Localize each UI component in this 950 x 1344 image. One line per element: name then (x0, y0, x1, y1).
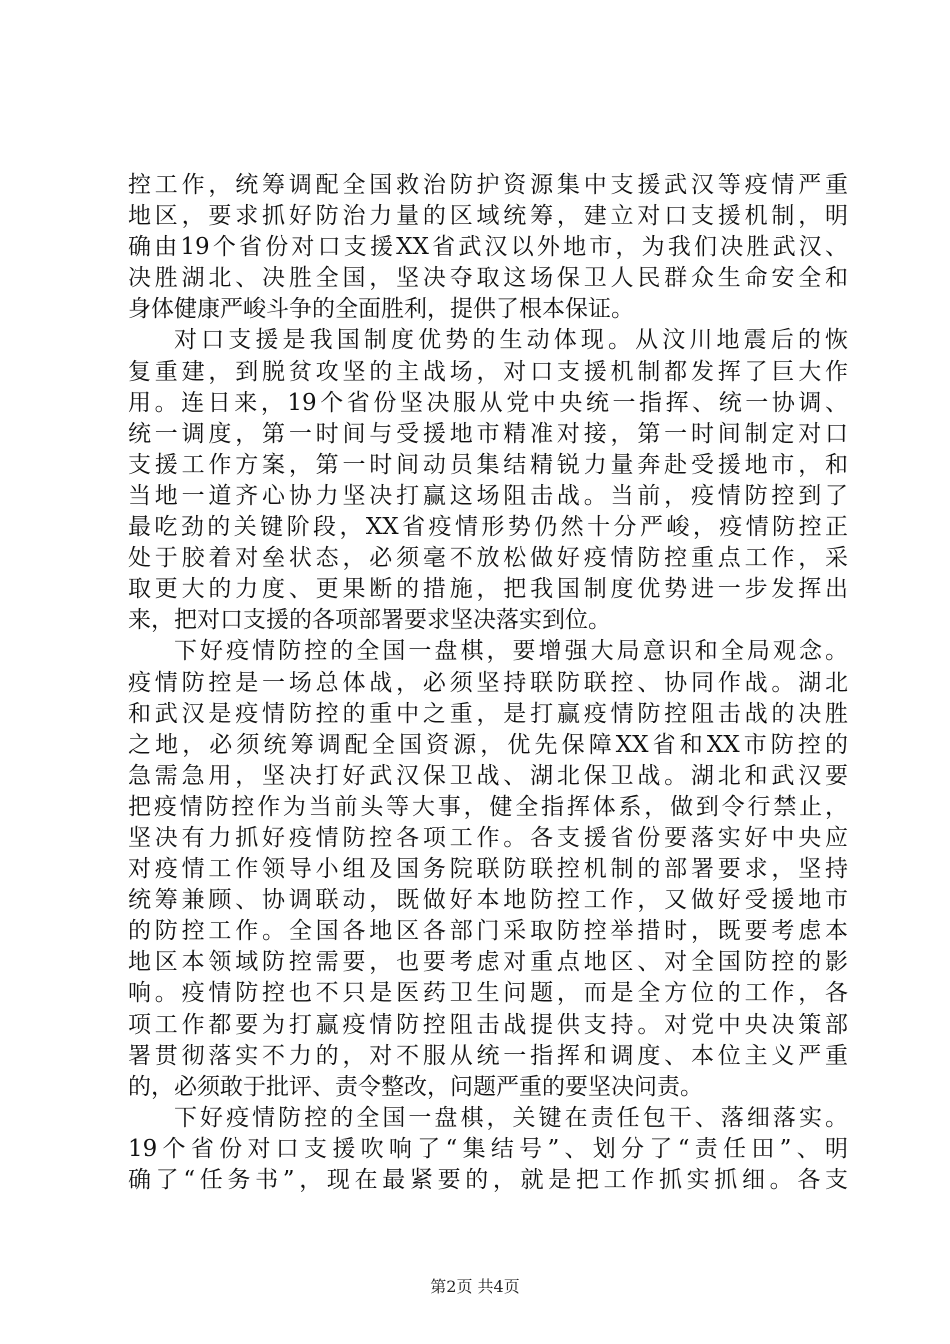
text-line: 的防控工作。全国各地区各部门采取防控举措时，既要考虑本 (128, 918, 848, 945)
text-line: 项工作都要为打赢疫情防控阻击战提供支持。对党中央决策部 (128, 1011, 848, 1038)
text-line: 响。疫情防控也不只是医药卫生问题，而是全方位的工作，各 (128, 980, 848, 1007)
text-line: 支援工作方案，第一时间动员集结精锐力量奔赴受援地市，和 (128, 451, 848, 478)
page-number-footer: 第2页 共4页 (430, 1277, 520, 1296)
text-line: 和武汉是疫情防控的重中之重，是打赢疫情防控阻击战的决胜 (128, 700, 848, 727)
text-line: 地区，要求抓好防治力量的区域统筹，建立对口支援机制，明 (128, 203, 848, 230)
paragraph-first-line: 对口支援是我国制度优势的生动体现。从汶川地震后的恢 (174, 327, 848, 354)
text-line: 19个省份对口支援吹响了“集结号”、划分了“责任田”、明 (128, 1135, 848, 1162)
text-line: 坚决有力抓好疫情防控各项工作。各支援省份要落实好中央应 (128, 824, 848, 851)
text-line: 最吃劲的关键阶段，XX省疫情形势仍然十分严峻，疫情防控正 (128, 514, 848, 541)
text-line: 处于胶着对垒状态，必须毫不放松做好疫情防控重点工作，采 (128, 545, 848, 572)
text-line: 疫情防控是一场总体战，必须坚持联防联控、协同作战。湖北 (128, 669, 848, 696)
text-line: 统筹兼顾、协调联动，既做好本地防控工作，又做好受援地市 (128, 887, 848, 914)
text-line: 地区本领域防控需要，也要考虑对重点地区、对全国防控的影 (128, 949, 848, 976)
text-line: 来，把对口支援的各项部署要求坚决落实到位。 (128, 607, 611, 634)
body-text (128, 170, 848, 1196)
text-line: 用。连日来，19个省份坚决服从党中央统一指挥、统一协调、 (128, 389, 848, 416)
text-line: 确由19个省份对口支援XX省武汉以外地市，为我们决胜武汉、 (128, 234, 848, 261)
text-line: 对疫情工作领导小组及国务院联防联控机制的部署要求，坚持 (128, 856, 848, 883)
text-line: 取更大的力度、更果断的措施，把我国制度优势进一步发挥出 (128, 576, 848, 603)
text-line: 统一调度，第一时间与受援地市精准对接，第一时间制定对口 (128, 420, 848, 447)
text-line: 急需急用，坚决打好武汉保卫战、湖北保卫战。湖北和武汉要 (128, 762, 848, 789)
text-line: 当地一道齐心协力坚决打赢这场阻击战。当前，疫情防控到了 (128, 482, 848, 509)
text-line: 之地，必须统筹调配全国资源，优先保障XX省和XX市防控的 (128, 731, 848, 758)
text-line: 署贯彻落实不力的，对不服从统一指挥和调度、本位主义严重 (128, 1042, 848, 1069)
text-line: 把疫情防控作为当前头等大事，健全指挥体系，做到令行禁止， (128, 793, 848, 820)
text-line: 控工作，统筹调配全国救治防护资源集中支援武汉等疫情严重 (128, 172, 848, 198)
text-line: 决胜湖北、决胜全国，坚决夺取这场保卫人民群众生命安全和 (128, 265, 848, 292)
paragraph-first-line: 下好疫情防控的全国一盘棋，关键在责任包干、落细落实。 (174, 1104, 848, 1131)
text-line: 身体健康严峻斗争的全面胜利，提供了根本保证。 (128, 296, 634, 323)
paragraph-first-line: 下好疫情防控的全国一盘棋，要增强大局意识和全局观念。 (174, 638, 848, 665)
text-line: 复重建，到脱贫攻坚的主战场，对口支援机制都发挥了巨大作 (128, 358, 848, 385)
text-line: 确了“任务书”，现在最紧要的，就是把工作抓实抓细。各支 (128, 1167, 848, 1193)
text-line: 的，必须敢于批评、责令整改，问题严重的要坚决问责。 (128, 1073, 703, 1100)
